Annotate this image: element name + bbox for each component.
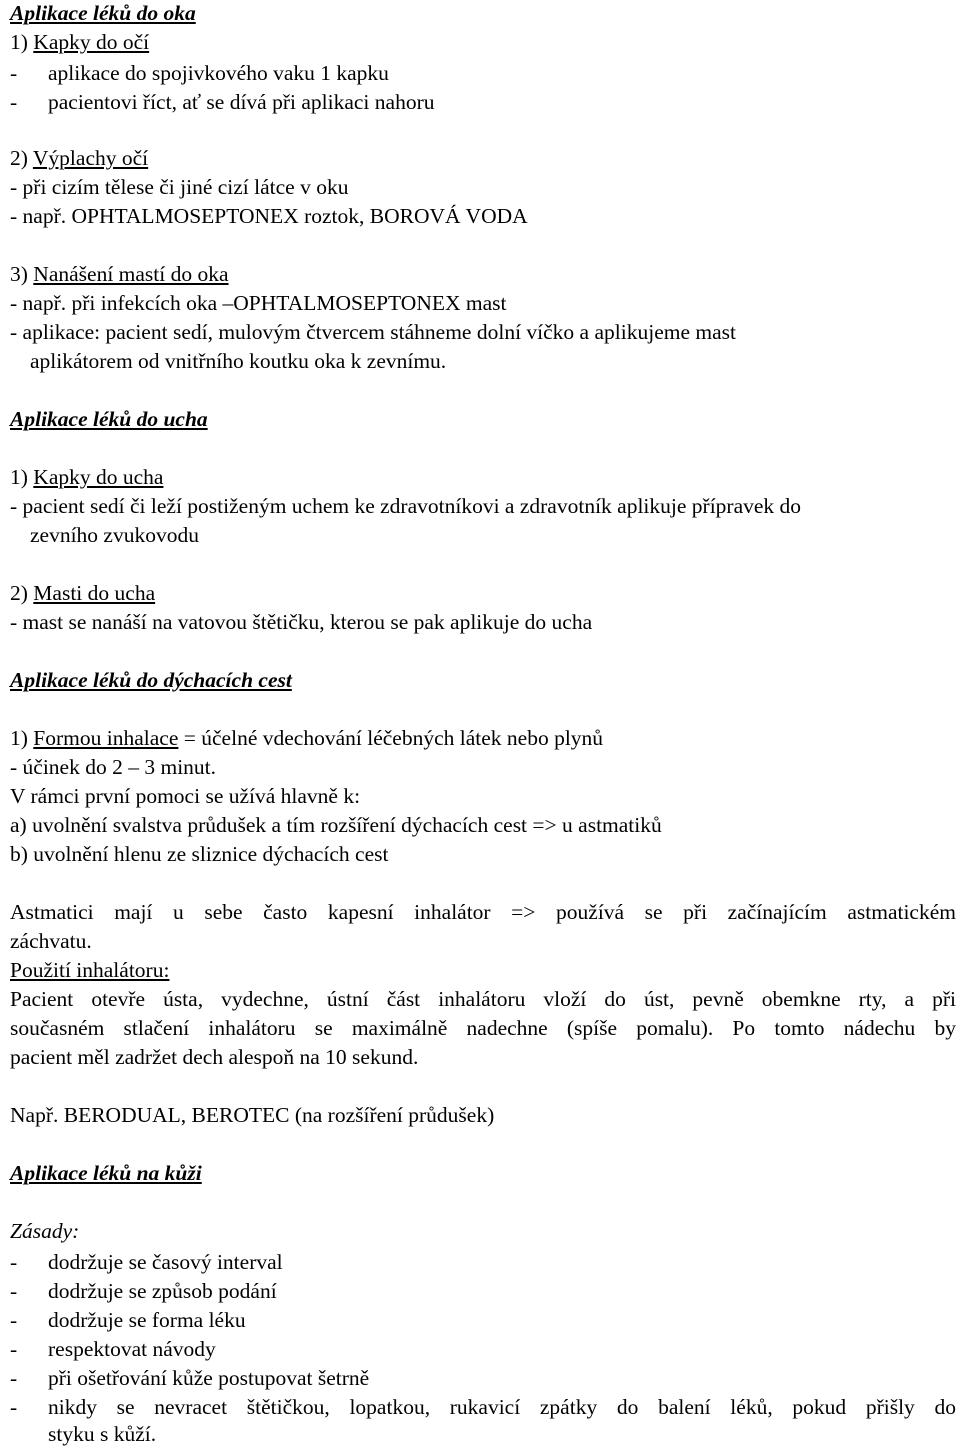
- heading-ear: Aplikace léků do ucha: [10, 407, 208, 431]
- text-line: - např. OPHTALMOSEPTONEX roztok, BOROVÁ VODA: [10, 204, 528, 228]
- text-line: - např. při infekcích oka –OPHTALMOSEPTONEX mast: [10, 291, 507, 315]
- text-line: a) uvolnění svalstva průdušek a tím rozšíření dýchacích cest => u astmatiků: [10, 813, 662, 837]
- resp-s1-title: 1) Formou inhalace = účelné vdechování léčebných látek nebo plynů: [10, 726, 604, 750]
- text-line: - mast se nanáší na vatovou štětičku, kterou se pak aplikuje do ucha: [10, 610, 593, 634]
- text-line: Pacient otevře ústa, vydechne, ústní část inhalátoru vloží do úst, pevně obemkne rty, a při: [10, 987, 956, 1011]
- text-line: - pacient sedí či leží postiženým uchem ke zdravotníkovi a zdravotník aplikuje přípravek do: [10, 494, 802, 518]
- eye-s3-title: 3) Nanášení mastí do oka: [10, 262, 229, 286]
- eye-s1-title: 1) Kapky do očí: [10, 30, 150, 54]
- heading-eye: Aplikace léků do oka: [10, 1, 196, 25]
- text-line: Např. BERODUAL, BEROTEC (na rozšíření průdušek): [10, 1103, 495, 1127]
- rules-title: Zásady:: [10, 1219, 80, 1243]
- text-line: aplikátorem od vnitřního koutku oka k zevnímu.: [30, 349, 447, 373]
- text-line: pacient měl zadržet dech alespoň na 10 sekund.: [10, 1045, 419, 1069]
- text-line: V rámci první pomoci se užívá hlavně k:: [10, 784, 361, 808]
- text-line: - účinek do 2 – 3 minut.: [10, 755, 217, 779]
- heading-skin: Aplikace léků na kůži: [10, 1161, 202, 1185]
- text-line: - při cizím tělese či jiné cizí látce v oku: [10, 175, 349, 199]
- usage-title: Použití inhalátoru:: [10, 958, 170, 982]
- document-page: Aplikace léků do oka 1) Kapky do očí - aplikace do spojivkového vaku 1 kapku - pacientovi říct, ať se dívá při aplikaci nahoru 2) Výplachy očí - při cizím tělese či jiné cizí látce v oku - např. OPHTALMOSEPTONEX roztok, BOROVÁ VODA 3) Nanášení mastí do oka - např. při infekcích oka –OPHTALMOSEPTONEX mast - aplikace: pacient sedí, mulovým čtvercem stáhneme dolní víčko a aplikujeme mast aplikátorem od vnitřního koutku oka k zevnímu. Aplikace léků do ucha 1) Kapky do ucha - pacient sedí či leží postiženým uchem ke zdravotníkovi a zdravotník aplikuje přípravek do zevního zvukovodu 2) Masti do ucha - mast se nanáší na vatovou štětičku, kterou se pak aplikuje do ucha Aplikace léků do dýchacích cest 1) Formou inhalace = účelné vdechování léčebných látek nebo plynů - účinek do 2 – 3 minut. V rámci první pomoci se užívá hlavně k: a) uvolnění svalstva průdušek a tím rozšíření dýchacích cest => u astmatiků b) uvolnění hlenu ze sliznice dýchacích cest Astmatici mají u sebe často kapesní inhalátor => používá se při začínajícím astmatickém záchvatu. Použití inhalátoru: Pacient otevře ústa, vydechne, ústní část inhalátoru vloží do úst, pevně obemkne rty, a při současném stlačení inhalátoru se maximálně nadechne (spíše pomalu). Po tomto nádechu by pacient měl zadržet dech alespoň na 10 sekund. Např. BERODUAL, BEROTEC (na rozšíření průdušek) Aplikace léků na kůži Zásady: - dodržuje se časový interval - dodržuje se způsob podání - dodržuje se forma léku - respektovat návody - při ošetřování kůže postupovat šetrně - nikdy se nevracet štětičkou, lopatkou, rukavicí zpátky do balení léků, pokud přišly do styku s kůží.: [10, 1, 956, 1446]
- text-line: Astmatici mají u sebe často kapesní inhalátor => používá se při začínajícím astmatickém: [10, 900, 956, 924]
- text-line: b) uvolnění hlenu ze sliznice dýchacích cest: [10, 842, 389, 866]
- text-line: záchvatu.: [10, 929, 92, 953]
- ear-s1-title: 1) Kapky do ucha: [10, 465, 164, 489]
- text-line: styku s kůží.: [48, 1422, 157, 1446]
- text-line: zevního zvukovodu: [30, 523, 199, 547]
- ear-s2-title: 2) Masti do ucha: [10, 581, 156, 605]
- text-line: - aplikace: pacient sedí, mulovým čtvercem stáhneme dolní víčko a aplikujeme mast: [10, 320, 736, 344]
- eye-s2-title: 2) Výplachy očí: [10, 146, 149, 170]
- heading-respiratory: Aplikace léků do dýchacích cest: [10, 668, 292, 692]
- text-line: současném stlačení inhalátoru se maximálně nadechne (spíše pomalu). Po tomto nádechu by: [10, 1016, 956, 1040]
